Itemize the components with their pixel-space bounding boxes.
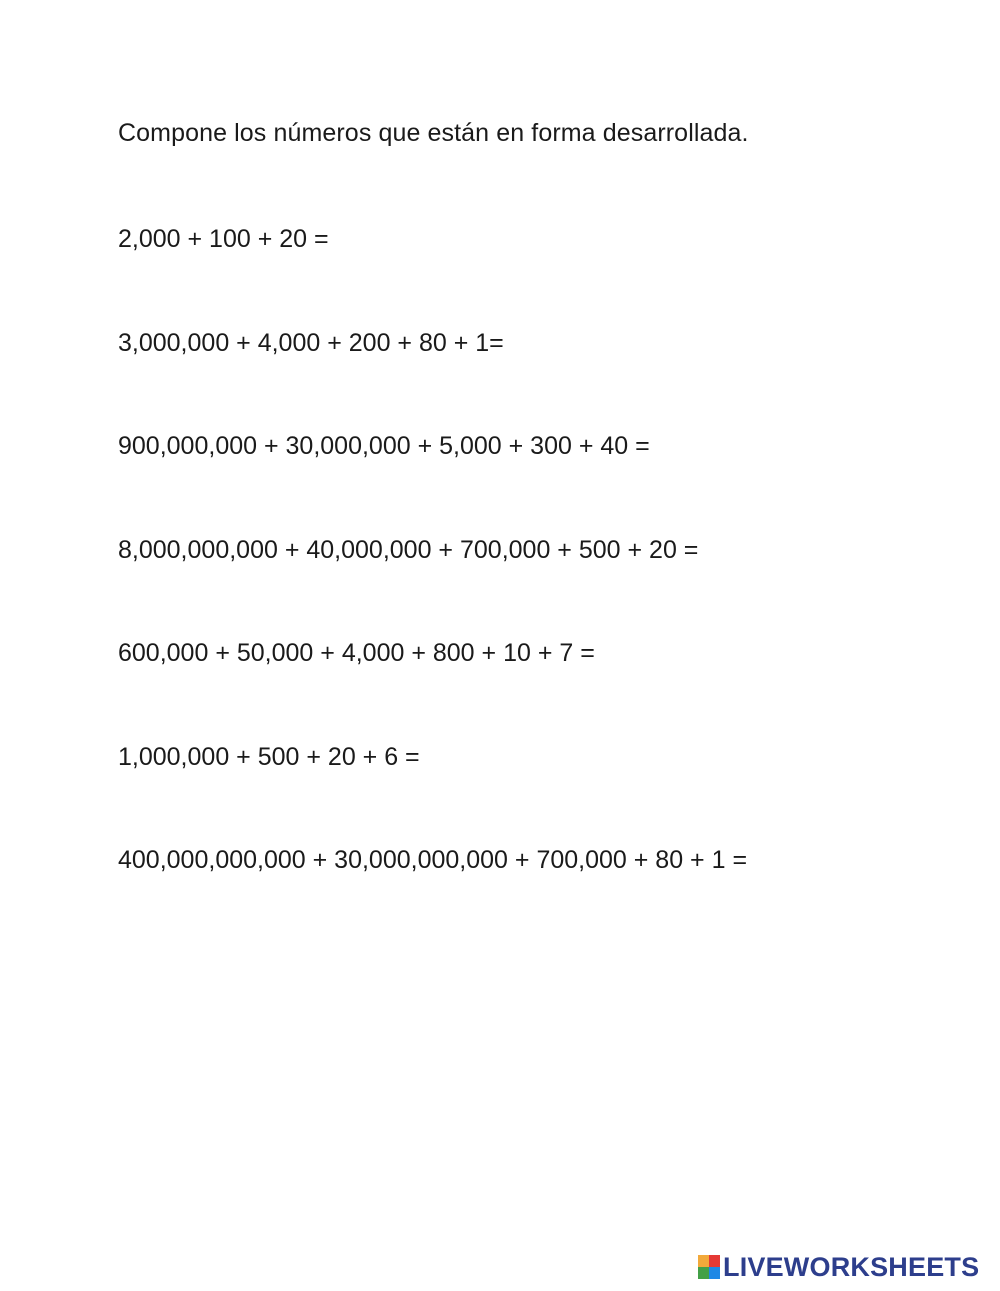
logo-text: LIVEWORKSHEETS — [723, 1252, 980, 1282]
exercise-5: 600,000 + 50,000 + 4,000 + 800 + 10 + 7 = — [118, 639, 595, 667]
exercise-1: 2,000 + 100 + 20 = — [118, 225, 329, 253]
liveworksheets-logo — [698, 1252, 979, 1282]
exercise-list — [118, 223, 747, 948]
exercise-2: 3,000,000 + 4,000 + 200 + 80 + 1= — [118, 328, 504, 357]
instruction-text: Compone los números que están en forma desarrollada. — [118, 119, 749, 147]
liveworksheets-blocks-icon — [698, 1255, 720, 1279]
exercise-4: 8,000,000,000 + 40,000,000 + 700,000 + 500 + 20 = — [118, 535, 699, 564]
exercise-7: 400,000,000,000 + 30,000,000,000 + 700,000 + 80 + 1 = — [118, 846, 748, 874]
exercise-6: 1,000,000 + 500 + 20 + 6 = — [118, 742, 420, 771]
exercise-3: 900,000,000 + 30,000,000 + 5,000 + 300 + 40 = — [118, 432, 650, 460]
